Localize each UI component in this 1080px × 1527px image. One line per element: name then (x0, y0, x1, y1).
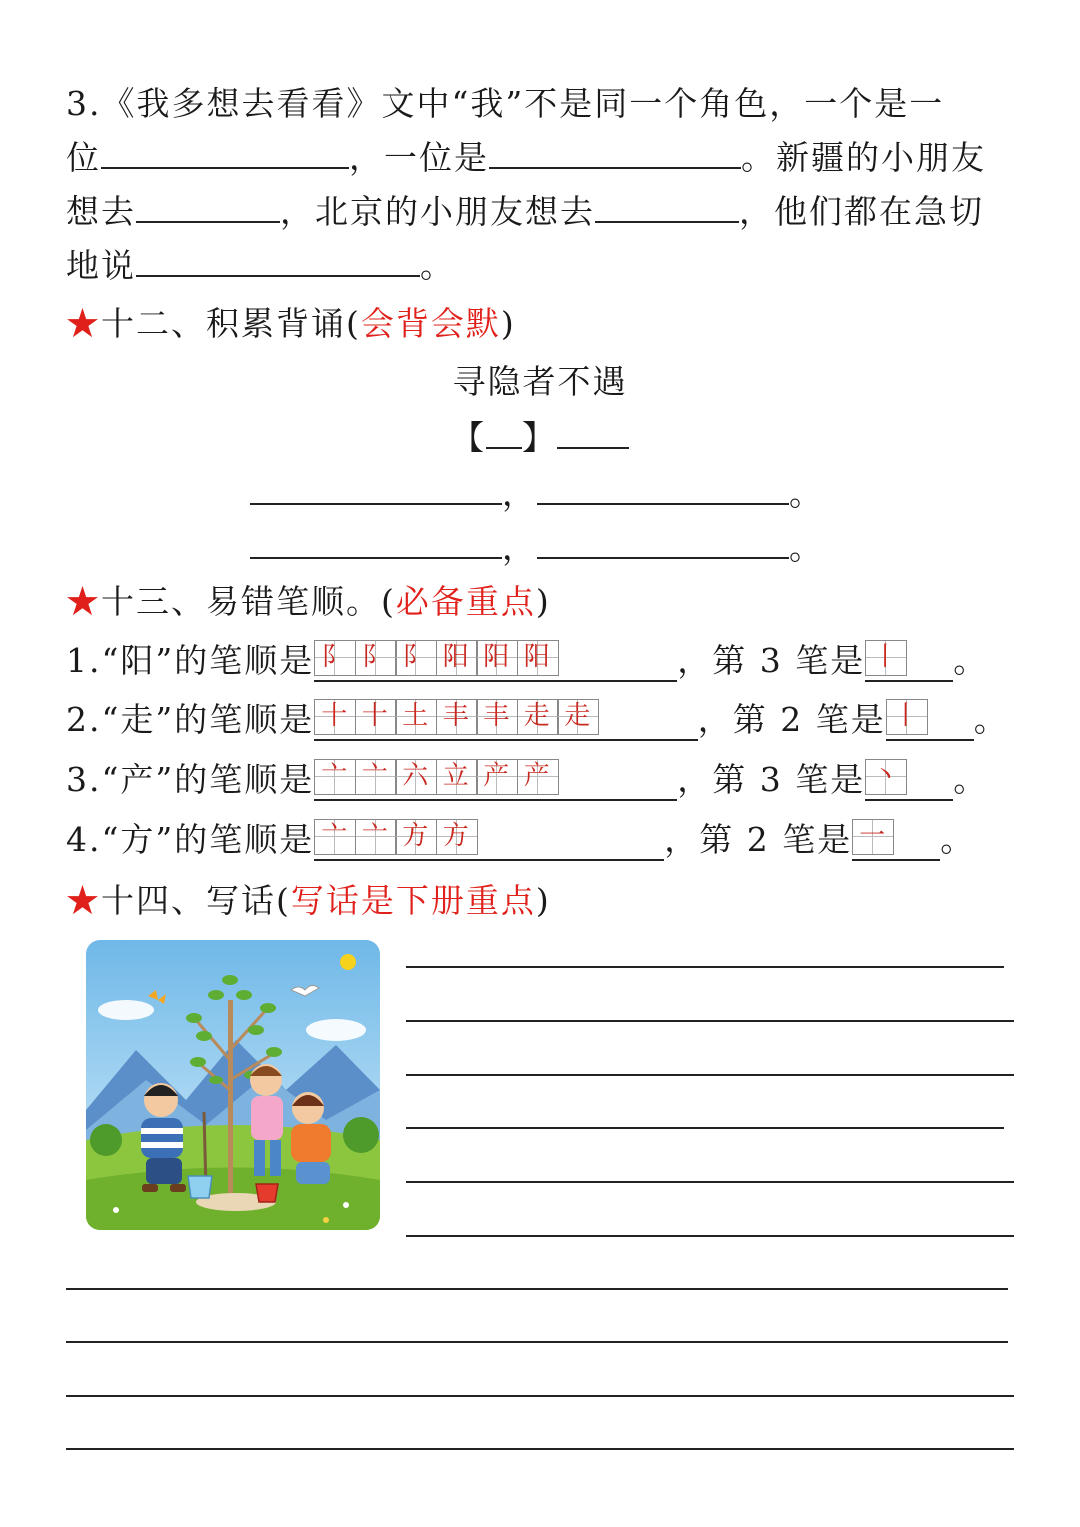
poem-author-line (0, 412, 1080, 459)
stroke-question: 2.“走”的笔顺是 (66, 700, 315, 739)
stroke-box (314, 640, 356, 676)
stroke-char: 亠 (361, 821, 390, 851)
stroke-order-item (66, 814, 975, 861)
stroke-box (476, 640, 518, 676)
fill-blank[interactable] (595, 191, 739, 223)
punct: 。 (953, 760, 989, 799)
stroke-box (436, 759, 478, 795)
section-title: 十四、写话( (101, 881, 291, 920)
paren: ) (535, 881, 551, 920)
stroke-box (395, 819, 437, 855)
stroke-box (395, 640, 437, 676)
section-14-heading (66, 875, 551, 922)
stroke-box (436, 640, 478, 676)
stroke-char: 一 (859, 821, 888, 851)
q3-text: ，他们都在急切 (739, 192, 984, 231)
stroke-char: 丶 (872, 761, 901, 791)
stroke-char: 立 (442, 761, 471, 791)
nth-stroke-answer[interactable] (886, 699, 974, 741)
stroke-box (476, 699, 518, 735)
punct: 。 (789, 528, 824, 567)
q3-line-1 (66, 78, 944, 125)
stroke-char: 走 (564, 701, 593, 731)
stroke-box (517, 640, 559, 676)
stroke-box (517, 759, 559, 795)
fill-blank[interactable] (101, 137, 349, 169)
stroke-char: 六 (402, 761, 431, 791)
poem-line-2 (250, 522, 824, 569)
stroke-char: 走 (523, 701, 552, 731)
section-13-heading (66, 576, 551, 623)
stroke-order-item (66, 635, 988, 682)
star-icon: ★ (66, 304, 101, 343)
punct: 。 (973, 700, 1009, 739)
punct: 。 (789, 474, 824, 513)
stroke-question: ，第 2 笔是 (664, 820, 853, 859)
fill-blank[interactable] (250, 473, 502, 505)
stroke-box (314, 699, 356, 735)
stroke-char: 丰 (483, 701, 512, 731)
stroke-char: 方 (442, 821, 471, 851)
stroke-box (436, 819, 478, 855)
stroke-char: 亠 (321, 761, 350, 791)
stroke-box (865, 640, 907, 676)
star-icon: ★ (66, 582, 101, 621)
stroke-char: 阳 (442, 642, 471, 672)
stroke-question: 4.“方”的笔顺是 (66, 820, 315, 859)
writing-line[interactable] (66, 1448, 1014, 1450)
stroke-box (395, 759, 437, 795)
punct: ， (502, 474, 537, 513)
stroke-char: 丨 (892, 701, 921, 731)
fill-blank[interactable] (136, 191, 280, 223)
fill-blank[interactable] (250, 527, 502, 559)
stroke-char: 十 (321, 701, 350, 731)
writing-line[interactable] (406, 1181, 1014, 1183)
stroke-box (865, 759, 907, 795)
writing-line[interactable] (66, 1395, 1014, 1397)
stroke-box (436, 699, 478, 735)
punct: 。 (940, 820, 976, 859)
stroke-box (355, 699, 397, 735)
stroke-question: 3.“产”的笔顺是 (66, 760, 315, 799)
stroke-question: 1.“阳”的笔顺是 (66, 641, 315, 680)
q3-text: 3.《我多想去看看》文中“我”不是同一个角色，一个是一 (66, 84, 945, 123)
stroke-char: 十 (361, 701, 390, 731)
stroke-char: 产 (523, 761, 552, 791)
stroke-char: 丨 (872, 642, 901, 672)
fill-blank[interactable] (537, 527, 789, 559)
paren: ) (535, 582, 551, 621)
stroke-order-answer[interactable] (314, 640, 677, 682)
stroke-question: ，第 3 笔是 (677, 760, 866, 799)
stroke-char: 阝 (321, 642, 350, 672)
stroke-char: 方 (402, 821, 431, 851)
nth-stroke-answer[interactable] (852, 819, 940, 861)
stroke-box (355, 640, 397, 676)
writing-line[interactable] (406, 966, 1004, 968)
stroke-char: 阳 (483, 642, 512, 672)
stroke-char: 阝 (361, 642, 390, 672)
stroke-order-answer[interactable] (314, 819, 664, 861)
stroke-box (395, 699, 437, 735)
stroke-order-item (66, 754, 988, 801)
stroke-order-answer[interactable] (314, 699, 698, 741)
poem-title: 寻隐者不遇 (452, 362, 628, 401)
stroke-box (517, 699, 559, 735)
children-planting-tree-illustration (86, 940, 380, 1230)
stroke-box (314, 819, 356, 855)
stroke-char: 阳 (523, 642, 552, 672)
section-note: 写话是下册重点 (290, 881, 536, 920)
section-title: 十二、积累背诵 (101, 304, 346, 343)
q3-text: ，一位是 (349, 138, 489, 177)
bracket: 【 (451, 418, 486, 457)
punct: 。 (953, 641, 989, 680)
q3-text: ，北京的小朋友想去 (280, 192, 595, 231)
bracket: 】 (522, 418, 557, 457)
stroke-order-item (66, 694, 1009, 741)
writing-line[interactable] (406, 1127, 1004, 1129)
section-note: 会背会默 (360, 304, 501, 343)
stroke-char: 产 (483, 761, 512, 791)
q3-line-2 (66, 132, 986, 179)
stroke-char: 亠 (361, 761, 390, 791)
stroke-box (557, 699, 599, 735)
stroke-box (314, 759, 356, 795)
stroke-order-answer[interactable] (314, 759, 677, 801)
fill-blank[interactable] (489, 137, 741, 169)
q3-text: 。新疆的小朋友 (741, 138, 986, 177)
q3-text: 位 (66, 138, 101, 177)
stroke-char: 阝 (402, 642, 431, 672)
illustration-svg (86, 940, 380, 1230)
writing-line[interactable] (406, 1074, 1014, 1076)
stroke-box (852, 819, 894, 855)
paren: ) (500, 304, 516, 343)
q3-text: 想去 (66, 192, 136, 231)
q3-text: 地说 (66, 246, 136, 285)
stroke-char: 土 (402, 701, 431, 731)
stroke-box (355, 819, 397, 855)
q3-line-3 (66, 186, 984, 233)
stroke-char: 亠 (321, 821, 350, 851)
author-blank[interactable] (557, 417, 629, 449)
paren: ( (346, 304, 361, 343)
stroke-question: ，第 2 笔是 (697, 700, 886, 739)
stroke-char: 丰 (442, 701, 471, 731)
fill-blank[interactable] (537, 473, 789, 505)
punct: ， (502, 528, 537, 567)
section-title: 十三、易错笔顺。( (101, 582, 396, 621)
nth-stroke-answer[interactable] (865, 759, 953, 801)
section-12-heading (66, 298, 516, 345)
stroke-box (355, 759, 397, 795)
poem-line-1 (250, 468, 824, 515)
writing-line[interactable] (66, 1341, 1008, 1343)
section-note: 必备重点 (395, 582, 536, 621)
writing-line[interactable] (66, 1288, 1008, 1290)
q3-text: 。 (420, 246, 455, 285)
writing-line[interactable] (406, 1020, 1014, 1022)
star-icon: ★ (66, 881, 101, 920)
fill-blank[interactable] (136, 245, 420, 277)
writing-line[interactable] (406, 1235, 1014, 1237)
stroke-box (886, 699, 928, 735)
nth-stroke-answer[interactable] (865, 640, 953, 682)
stroke-box (476, 759, 518, 795)
dynasty-blank[interactable] (486, 417, 522, 449)
stroke-question: ，第 3 笔是 (677, 641, 866, 680)
q3-line-4 (66, 240, 455, 287)
